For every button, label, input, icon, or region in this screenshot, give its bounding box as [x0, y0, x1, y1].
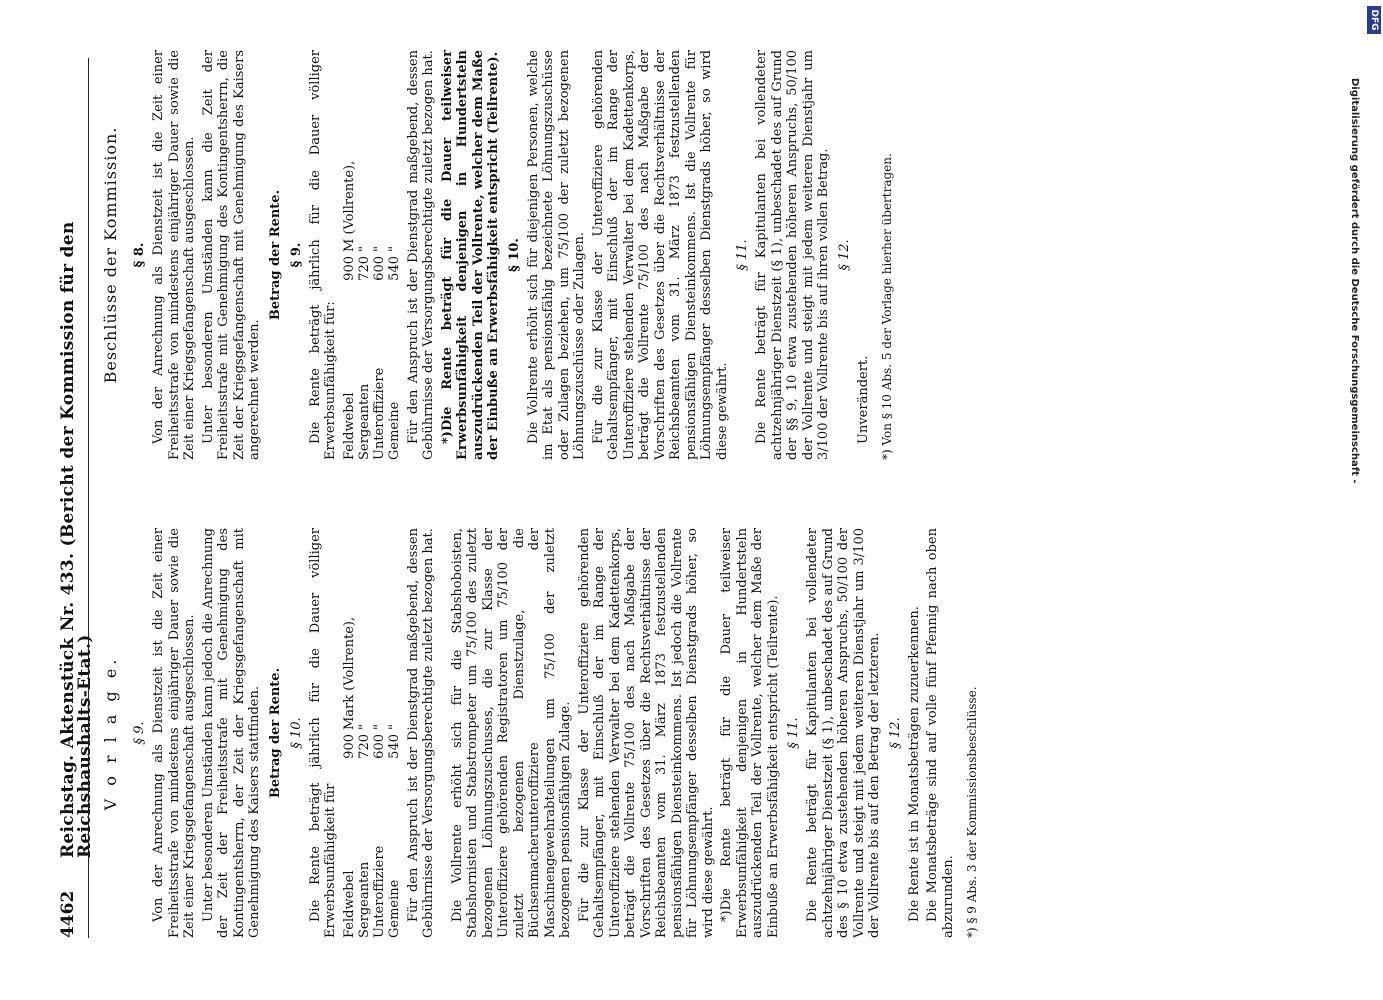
paragraph: Unverändert. [855, 355, 871, 444]
footnote: *) § 9 Abs. 3 der Kommissionsbeschlüsse. [965, 686, 979, 938]
table-cell: Sergeanten [356, 383, 372, 460]
table-row [357, 157, 372, 460]
paragraph: Für den Anspruch ist der Dienstgrad maßgebend, dessen Gebührnisse der Versorgungsberechtigte zuletzt bezogen hat. [405, 50, 436, 460]
page-number: 4462 [58, 890, 78, 938]
table-row [387, 157, 402, 460]
paragraph: *)Die Rente beträgt für die Dauer teilweiser Erwerbsunfähigkeit denjenigen in Hundertsteln auszudrückenden Teil der Vollrente, welcher dem Maße der Einbuße an Erwerbsfähigkeit entspricht (Teilrente). [719, 528, 781, 938]
table-cell: Unteroffiziere [371, 367, 387, 460]
table-row [342, 613, 357, 938]
page-header [58, 58, 95, 938]
pension-table [342, 613, 402, 938]
dfg-logo-text: DFG [1369, 9, 1379, 31]
table-row [387, 613, 402, 938]
paragraph: Die Monatsbeträge sind auf volle fünf Pfennig nach oben abzurunden. [925, 528, 956, 938]
column-beschluesse [100, 50, 896, 460]
column-title-vorlage: V o r l a g e. [101, 655, 120, 811]
section-label: § 9. [132, 721, 147, 745]
paragraph: Die Rente ist in Monatsbeträgen zuzuerkennen. [906, 606, 922, 922]
column-vorlage [100, 528, 981, 938]
paragraph: Unter besonderen Umständen kann jedoch die Anrechnung der Zeit der Freiheitsstrafe mit Genehmigung des Kontingentsherrn, der Zeit der Kriegsgefangenschaft mit Genehmigung des Kaisers stattfinden. [200, 528, 262, 938]
digitization-note [1340, 78, 1360, 978]
table-cell: " [371, 724, 387, 730]
table-cell: Feldwebel [341, 870, 357, 938]
section-label: § 10. [506, 238, 522, 272]
page-title: Reichstag. Aktenstück Nr. 433. (Bericht der Kommission für den Reichshaushalts-Etat.) [58, 221, 95, 858]
table-cell: 720 [356, 734, 372, 759]
table-row [372, 157, 387, 460]
paragraph: Die Rente beträgt für Kapitulanten bei vollendeter achtzehnjähriger Dienstzeit (§ 1), unbeschadet des auf Grund der §§ 9, 10 etwa zustehenden höheren Anspruchs, 50/100 der Vollrente und steigt mit jedem weiteren Dienstjahr um 3/100 der Vollrente bis auf ihren vollen Betrag. [754, 50, 831, 460]
table-cell: 900 [341, 256, 357, 281]
table-cell: 900 [341, 734, 357, 759]
table-cell: 540 [386, 256, 402, 281]
table-row [342, 157, 357, 460]
pension-table [342, 157, 402, 460]
table-cell: Gemeine [386, 401, 402, 460]
table-cell: Feldwebel [341, 392, 357, 460]
subheading: Betrag der Rente. [267, 667, 283, 799]
footnote: *) Von § 10 Abs. 5 der Vorlage hierher übertragen. [880, 153, 894, 460]
section-label: § 11. [786, 717, 801, 749]
paragraph: Für die zur Klasse der Unteroffiziere gehörenden Gehaltsempfänger, mit Einschluß der im Range der Unteroffiziere stehenden Verwalter bei dem Kadettenkorps, beträgt die Vollrente 75/100 des nach Maßgabe der Vorschriften des Gesetzes über die Rechtsverhältnisse der Reichsbeamten vom 31. März 1873 festzustellenden pensionsfähigen Diensteinkommens. Ist jedoch die Vollrente für Löhnungsempfänger desselben Dienstgrads höher, so wird diese gewährt. [576, 528, 716, 938]
table-cell: " [356, 724, 372, 730]
subheading: Betrag der Rente. [267, 189, 283, 321]
table-row [372, 613, 387, 938]
paragraph: Für die zur Klasse der Unteroffiziere gehörenden Gehaltsempfänger, mit Einschluß der im Range der Unteroffiziere stehenden Verwalter bei dem Kadettenkorps, beträgt die Vollrente 75/100 des nach Maßgabe der Vorschriften des Gesetzes über die Rechtsverhältnisse der Reichsbeamten vom 31. März 1873 festzustellenden pensionsfähigen Diensteinkommens. Ist die Vollrente für Löhnungsempfänger desselben Dienstgrads höher, so wird diese gewährt. [590, 50, 730, 460]
paragraph: Die Rente beträgt jährlich für die Dauer völliger Erwerbsunfähigkeit für [307, 528, 338, 938]
digitization-note-text: Digitalisierung gefördert durch die Deutsche Forschungsgemeinschaft - [1349, 78, 1360, 484]
section-label: § 9. [288, 242, 304, 268]
table-cell: Unteroffiziere [371, 845, 387, 938]
table-cell: " [371, 246, 387, 252]
section-label: § 10. [288, 717, 304, 749]
table-row [357, 613, 372, 938]
paragraph: Die Vollrente erhöht sich für diejenigen Personen, welche im Etat als pensionsfähig bezeichnete Löhnungszuschüsse oder Zulagen beziehen, um 75/100 der zuletzt bezogenen Löhnungszuschüsse oder Zulagen. [525, 50, 587, 460]
table-cell: 720 [356, 256, 372, 281]
paragraph: Unter besonderen Umständen kann die Zeit der Freiheitsstrafe mit Genehmigung des Kontingentsherrn, die Zeit der Kriegsgefangenschaft mit Genehmigung des Kaisers angerechnet werden. [200, 50, 262, 460]
section-label: § 8. [132, 242, 147, 268]
section-label: § 12. [836, 239, 852, 271]
paragraph: Von der Anrechnung als Dienstzeit ist die Zeit einer Freiheitsstrafe von mindestens einjähriger Dauer sowie die Zeit einer Kriegsgefangenschaft ausgeschlossen. [151, 50, 197, 460]
column-title-beschluesse: Beschlüsse der Kommission. [101, 126, 120, 384]
table-cell: " [386, 246, 402, 252]
table-cell: M (Vollrente), [341, 160, 357, 252]
paragraph: *)Die Rente beträgt für die Dauer teilweiser Erwerbsunfähigkeit denjenigen in Hundertsteln auszudrückenden Teil der Vollrente, welcher dem Maße der Einbuße an Erwerbsfähigkeit entspricht (Teilrente). [439, 50, 501, 460]
paragraph: Die Rente beträgt für Kapitulanten bei vollendeter achtzehnjähriger Dienstzeit (§ 1), unbeschadet des auf Grund des § 10 etwa zustehenden höheren Anspruchs, 50/100 der Vollrente und steigt mit jedem weiteren Dienstjahr um 3/100 der Vollrente bis auf den Betrag der letzteren. [805, 528, 882, 938]
table-cell: 600 [371, 734, 387, 759]
section-label: § 12. [887, 717, 903, 749]
table-cell: Sergeanten [356, 861, 372, 938]
dfg-logo [1367, 6, 1381, 34]
table-cell: " [356, 246, 372, 252]
table-cell: " [386, 724, 402, 730]
table-cell: 540 [386, 734, 402, 759]
table-cell: Mark (Vollrente), [341, 616, 357, 730]
table-cell: 600 [371, 256, 387, 281]
paragraph: Für den Anspruch ist der Dienstgrad maßgebend, dessen Gebührnisse der Versorgungsberechtigte zuletzt bezogen hat. [405, 528, 436, 938]
table-cell: Gemeine [386, 879, 402, 938]
paragraph: Die Rente beträgt jährlich für die Dauer völliger Erwerbsunfähigkeit für: [307, 50, 338, 460]
section-label: § 11. [735, 239, 750, 271]
paragraph: Die Vollrente erhöht sich für die Stabshoboisten, Stabshornisten und Stabstrompeter um 75/100 des zuletzt bezogenen Löhnungszuschusses, die zur Klasse der Unteroffiziere gehörenden Registratoren um 75/100 der zuletzt bezogenen Dienstzulage, die Büchsenmacherunteroffiziere der Maschinengewehrabteilungen um 75/100 der zuletzt bezogenen pensionsfähigen Zulage. [449, 528, 573, 938]
paragraph: Von der Anrechnung als Dienstzeit ist die Zeit einer Freiheitsstrafe von mindestens einjähriger Dauer sowie die Zeit einer Kriegsgefangenschaft ausgeschlossen. [151, 528, 197, 938]
header-rule [88, 58, 89, 938]
